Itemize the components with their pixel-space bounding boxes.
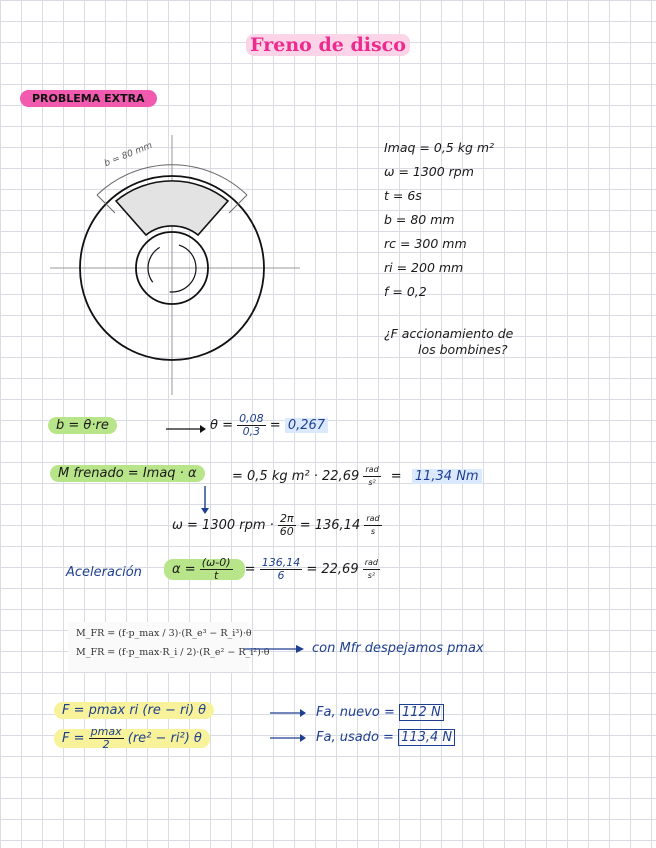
given-friction: f = 0,2 xyxy=(384,284,427,299)
row-force-new xyxy=(54,703,214,718)
accel-unit-num: rad xyxy=(363,557,380,570)
force-used-den: 2 xyxy=(102,738,110,751)
page-title xyxy=(0,34,656,56)
question-line1: ¿F accionamiento de xyxy=(384,326,514,341)
theta-formula: b = θ·re xyxy=(48,417,117,434)
moment-calc xyxy=(232,464,482,489)
title-text: Freno de disco xyxy=(246,34,410,56)
omega-unit-num: rad xyxy=(364,513,381,526)
omega-fraction xyxy=(278,513,296,538)
theta-num: 0,08 xyxy=(239,412,264,425)
accel-formula-num: (ω-0) xyxy=(201,556,231,569)
moment-eq: = xyxy=(390,469,402,484)
accel-formula xyxy=(164,556,245,582)
arrow-right-icon xyxy=(166,424,206,434)
dimension-label: b = 80 mm xyxy=(102,140,154,170)
given-width: b = 80 mm xyxy=(384,212,455,227)
accel-eq2: = 22,69 xyxy=(306,562,359,577)
omega-eq: = 136,14 xyxy=(299,518,361,533)
moment-unit-den: s² xyxy=(368,478,376,487)
moment-unit-num: rad xyxy=(363,464,380,477)
accel-formula-frac xyxy=(200,557,233,582)
accel-formula-lhs: α = xyxy=(172,562,196,577)
arrow-right-icon xyxy=(244,644,304,654)
omega-den: 60 xyxy=(279,525,294,538)
formula-mfr-2: M_FR = (f·p_max·R_i / 2)·(R_e² − R_i²)·θ xyxy=(76,647,270,658)
row-force-used xyxy=(54,726,210,751)
force-new-result-row xyxy=(316,705,444,720)
theta-calc xyxy=(210,413,328,438)
given-omega: ω = 1300 rpm xyxy=(384,164,474,179)
force-new-label: Fa, nuevo = xyxy=(316,705,395,720)
force-used-result: 113,4 N xyxy=(398,729,455,746)
force-used-rest: (re² − ri²) θ xyxy=(127,731,202,746)
accel-num: 136,14 xyxy=(261,556,301,569)
accel-unit-den: s² xyxy=(367,571,376,580)
theta-fraction xyxy=(237,413,266,438)
force-used-frac xyxy=(89,726,124,751)
section-tag: PROBLEMA EXTRA xyxy=(20,90,157,107)
omega-lhs: ω = 1300 rpm · xyxy=(172,518,274,533)
moment-result: 11,34 Nm xyxy=(412,469,482,484)
theta-eq: = xyxy=(269,418,281,433)
force-used-lhs: F = xyxy=(62,731,85,746)
omega-num: 2π xyxy=(279,512,294,525)
omega-unit xyxy=(364,513,381,538)
moment-formula: M frenado = Imaq · α xyxy=(50,465,205,482)
omega-unit-den: s xyxy=(370,527,376,536)
accel-formula-den: t xyxy=(213,569,219,582)
moment-unit xyxy=(363,464,380,489)
force-used-num: pmax xyxy=(90,725,122,738)
accel-unit xyxy=(363,557,380,582)
given-imaq: Imaq = 0,5 kg m² xyxy=(384,140,495,155)
arrow-down-icon xyxy=(199,486,211,514)
theta-den: 0,3 xyxy=(242,425,261,438)
formula-box xyxy=(68,622,270,672)
row-theta xyxy=(48,418,117,433)
theta-lhs: θ = xyxy=(210,418,233,433)
given-ri: ri = 200 mm xyxy=(384,260,464,275)
formula-mfr-1: M_FR = (f·p_max / 3)·(R_e³ − R_i³)·θ xyxy=(76,628,252,639)
force-used-label: Fa, usado = xyxy=(316,730,394,745)
force-used-result-row xyxy=(316,730,455,745)
accel-eq1: = xyxy=(244,562,256,577)
row-accel xyxy=(164,557,380,582)
given-time: t = 6s xyxy=(384,188,422,203)
accel-den: 6 xyxy=(277,569,285,582)
question xyxy=(384,326,513,358)
theta-result: 0,267 xyxy=(285,418,328,433)
given-re: rc = 300 mm xyxy=(384,236,467,251)
arrow-right-icon xyxy=(270,708,306,718)
moment-expr: = 0,5 kg m² · 22,69 xyxy=(232,469,360,484)
force-used-formula xyxy=(54,725,210,751)
force-new-result: 112 N xyxy=(399,704,444,721)
note-pmax: con Mfr despejamos pmax xyxy=(312,641,484,656)
force-new-formula: F = pmax ri (re − ri) θ xyxy=(54,702,214,719)
accel-fraction xyxy=(260,557,303,582)
row-moment xyxy=(50,466,205,481)
accel-label: Aceleración xyxy=(66,565,142,580)
disc-brake-diagram xyxy=(45,135,305,395)
row-omega xyxy=(172,513,382,538)
question-line2: los bombines? xyxy=(418,342,508,357)
givens-list xyxy=(384,140,494,300)
arrow-right-icon xyxy=(270,733,306,743)
